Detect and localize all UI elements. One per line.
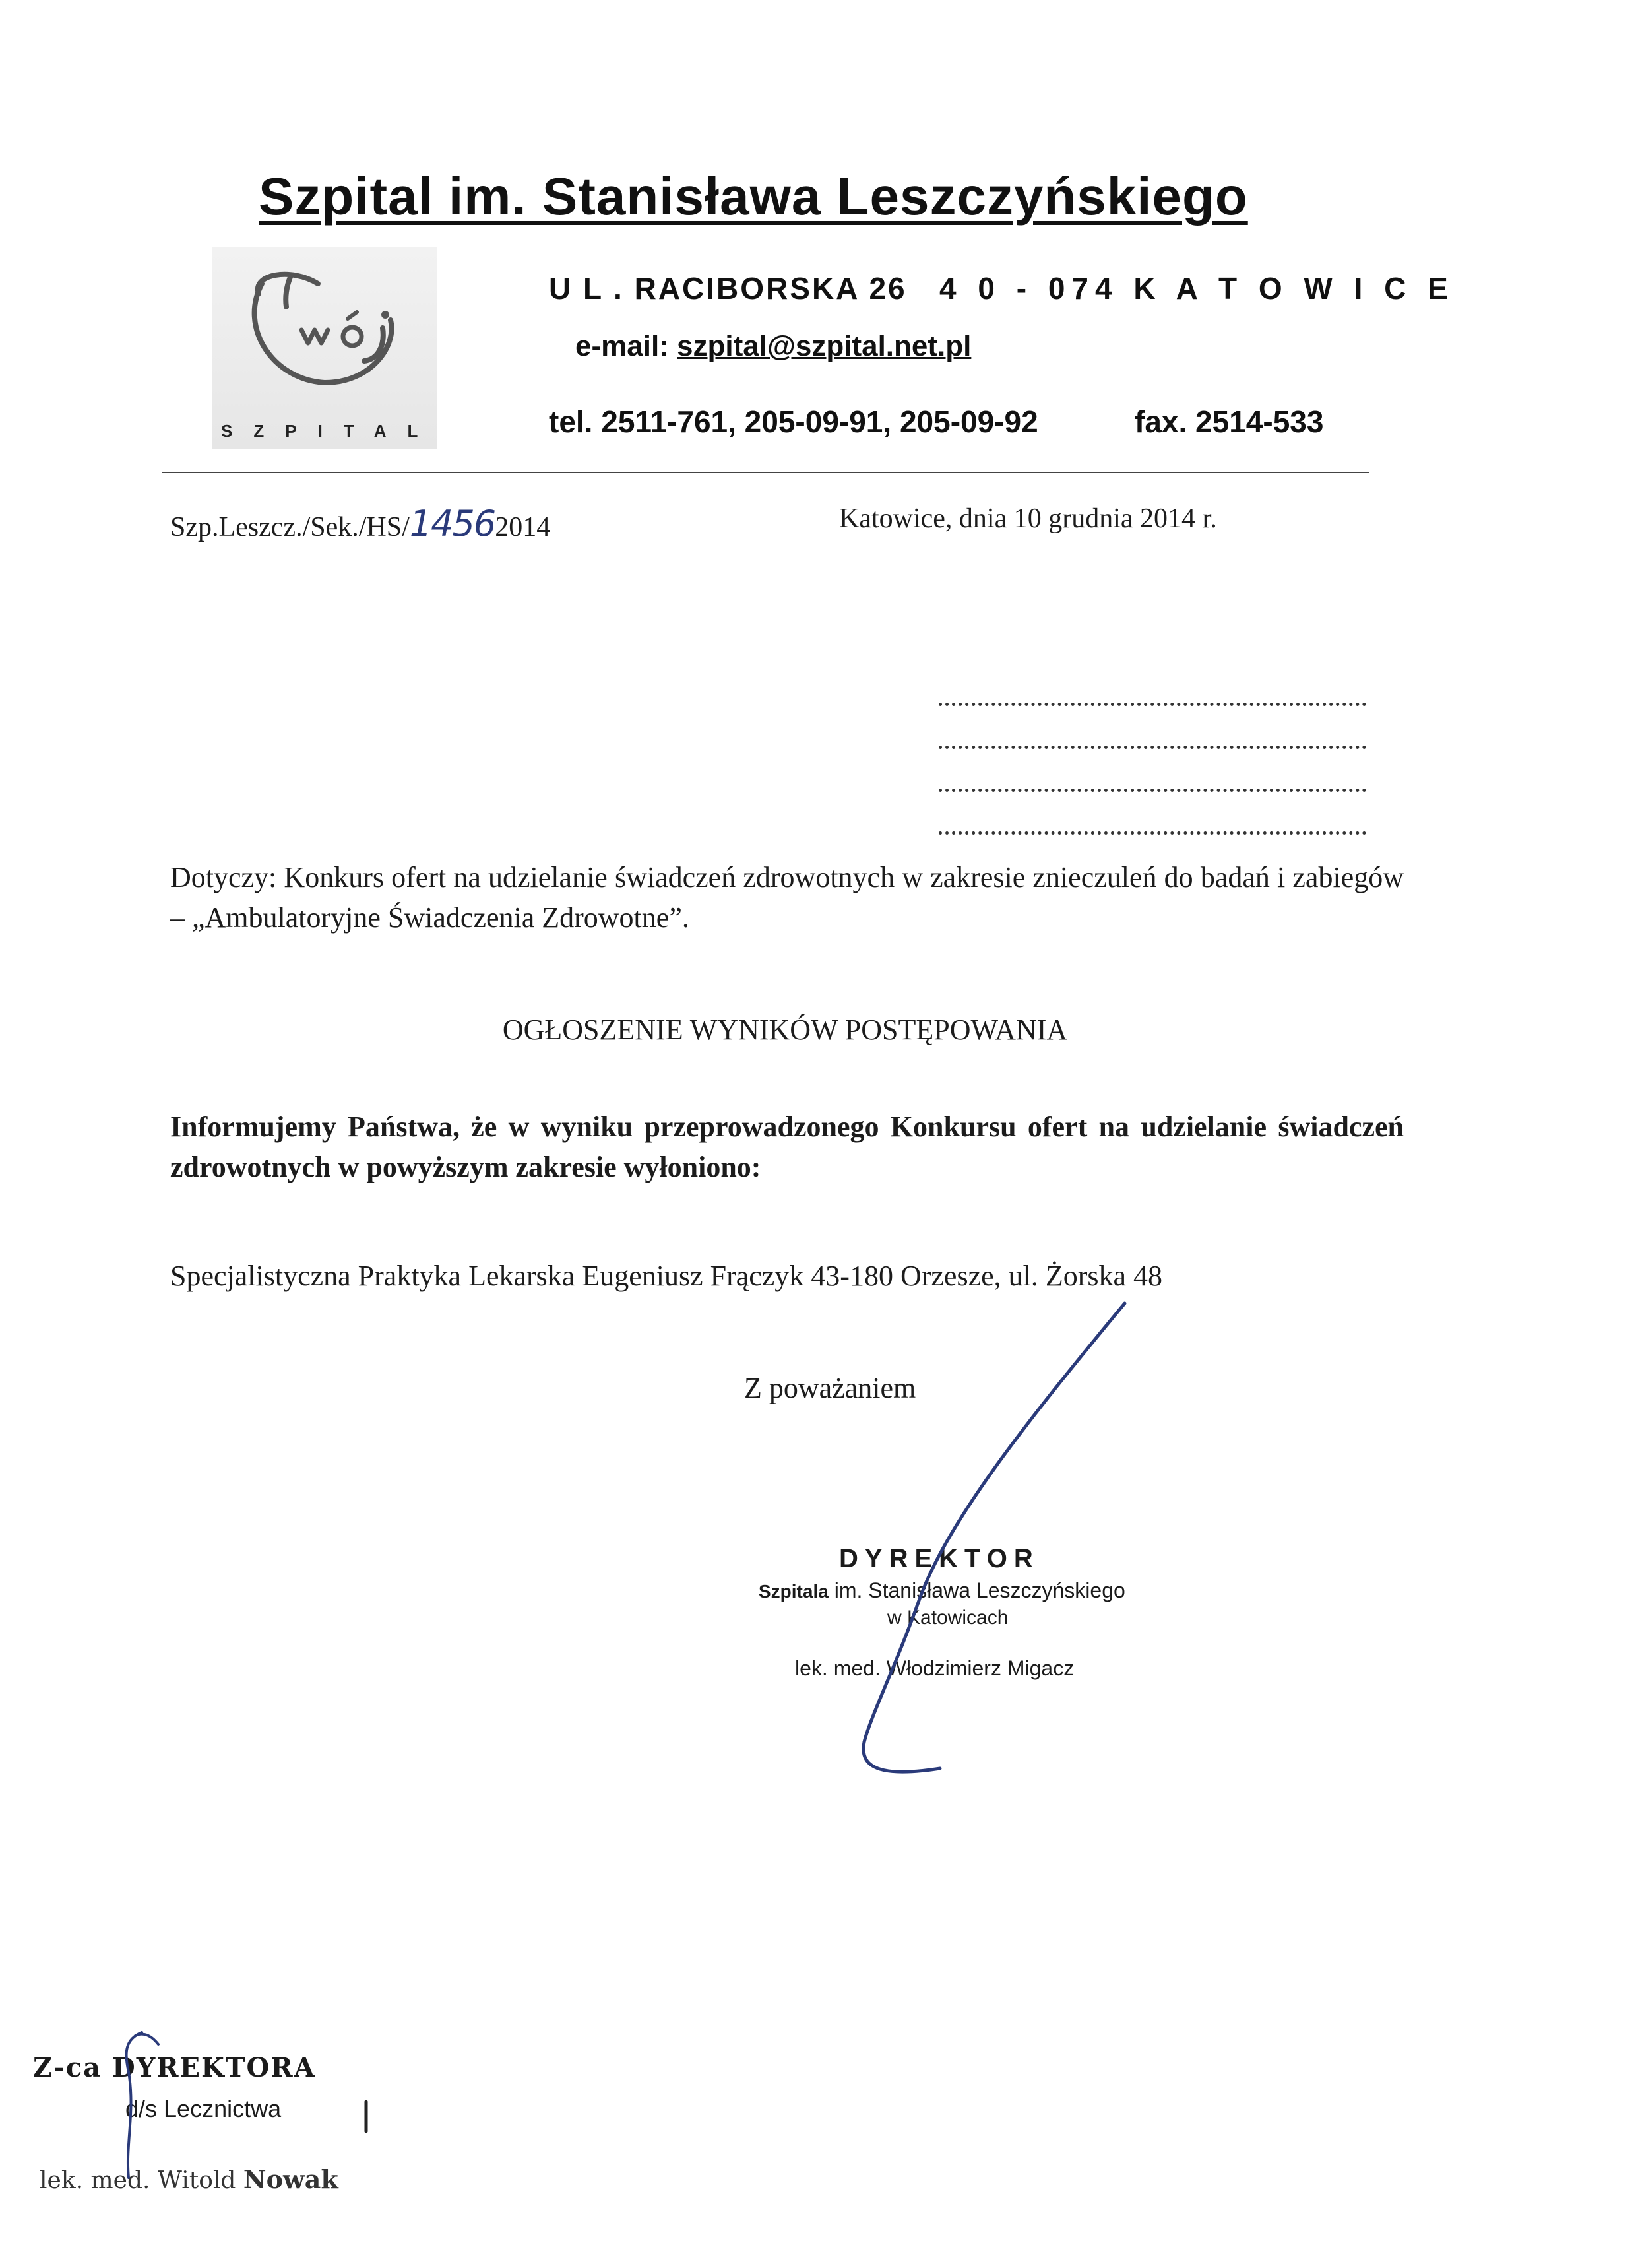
director-stamp-hospital-rest: im. Stanisława Leszczyńskiego [828,1578,1125,1602]
reference-handwritten-number: 1456 [409,503,495,544]
recipient-address-block [939,663,1366,835]
announcement-title: OGŁOSZENIE WYNIKÓW POSTĘPOWANIA [502,1014,1068,1046]
deputy-stamp-name-bold: Nowak [243,2164,338,2194]
winner-line: Specjalistyczna Praktyka Lekarska Eugeniusz Frączyk 43-180 Orzesze, ul. Żorska 48 [170,1260,1163,1292]
email-row [575,330,971,363]
reference-prefix: Szp.Leszcz./Sek./HS/ [170,512,410,542]
recipient-address-line [939,706,1366,749]
logo-label: SZPITAL [221,421,439,441]
reference-number [170,503,550,544]
director-stamp-city: w Katowicach [887,1607,1009,1629]
deputy-stamp-title: Z-ca DYREKTORA [33,2052,316,2083]
email-link[interactable]: szpital@szpital.net.pl [677,330,972,362]
place-date: Katowice, dnia 10 grudnia 2014 r. [839,503,1217,534]
hospital-name-heading: Szpital im. Stanisława Leszczyńskiego [259,167,1248,226]
director-stamp-title: DYREKTOR [839,1544,1040,1573]
phone-numbers: tel. 2511-761, 205-09-91, 205-09-92 [549,405,1038,439]
director-stamp-hospital [759,1578,1125,1603]
closing-regards: Z poważaniem [744,1372,916,1404]
email-label: e-mail: [575,330,677,362]
header-divider [162,472,1369,473]
recipient-address-line [939,792,1366,835]
deputy-stamp-name-prefix: lek. med. Witold [40,2167,243,2194]
deputy-stamp-name [40,2164,338,2194]
reference-suffix: 2014 [495,512,551,542]
smiley-logo-icon [212,247,437,449]
deputy-stamp-department: d/s Lecznictwa [125,2095,282,2122]
address-street: U L . RACIBORSKA 26 [549,271,907,306]
director-stamp-hospital-bold: Szpitala [759,1581,829,1602]
result-paragraph: Informujemy Państwa, że w wyniku przeprowadzonego Konkursu ofert na udzielanie świadczeń zdrowotnych w powyższym zakresie wyłoniono: [170,1111,1404,1183]
director-stamp-name: lek. med. Włodzimierz Migacz [795,1656,1075,1680]
fax-number: fax. 2514-533 [1135,405,1324,439]
address-city: 4 0 - 074 K A T O W I C E [939,271,1455,306]
hospital-logo [212,247,437,449]
recipient-address-line [939,663,1366,706]
subject-paragraph: Dotyczy: Konkurs ofert na udzielanie świadczeń zdrowotnych w zakresie znieczuleń do badań i zabiegów – „Ambulatoryjne Świadczenia Zdrowotne”. [170,861,1404,934]
recipient-address-line [939,749,1366,792]
